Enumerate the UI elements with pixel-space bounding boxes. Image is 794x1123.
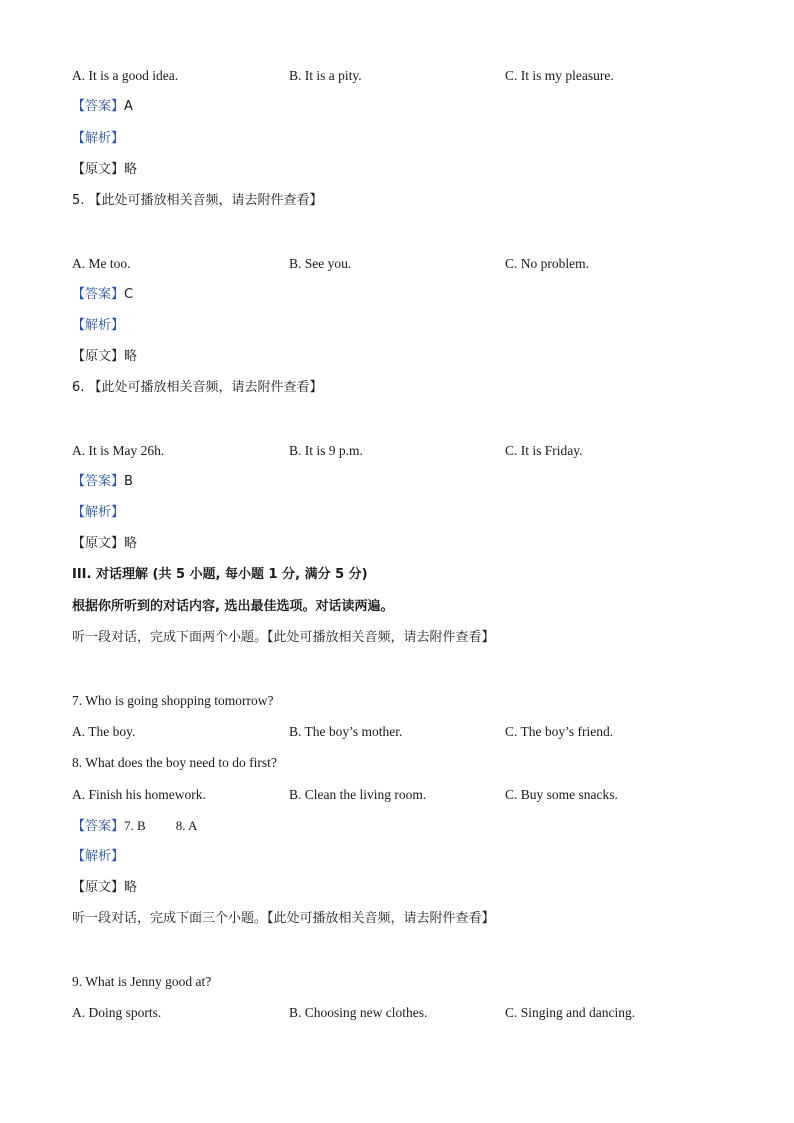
- q5-answer-line: [72, 286, 133, 304]
- dialog2-intro: 听一段对话，完成下面三个小题。【此处可播放相关音频，请去附件查看】: [72, 911, 495, 926]
- q8-option-b: B. Clean the living room.: [289, 787, 427, 802]
- dialog1-original: 略: [124, 880, 138, 895]
- answer-q8: 8. A: [175, 818, 198, 833]
- q6-answer: B: [124, 474, 133, 489]
- q5-original-line: [72, 348, 137, 366]
- dialog1-original-line: [72, 879, 137, 897]
- dialog1-answer-line: [72, 817, 197, 836]
- q9-option-a: A. Doing sports.: [72, 1005, 162, 1020]
- q8-question: 8. What does the boy need to do first?: [72, 755, 277, 770]
- q4-original: 略: [124, 162, 138, 177]
- q6-answer-line: [72, 473, 133, 491]
- q7-option-b: B. The boy’s mother.: [289, 724, 403, 739]
- q6-original: 略: [124, 536, 138, 551]
- q6-original-line: [72, 535, 137, 553]
- analysis-tag: 【解析】: [72, 849, 125, 864]
- q4-option-b: B. It is a pity.: [289, 68, 362, 83]
- dialog1-analysis-line: [72, 848, 124, 866]
- q4-option-c: C. It is my pleasure.: [505, 68, 614, 83]
- original-tag: 【原文】: [72, 349, 125, 364]
- q6-prompt: 6. 【此处可播放相关音频，请去附件查看】: [72, 380, 323, 395]
- q6-option-a: A. It is May 26h.: [72, 443, 165, 458]
- q4-original-line: [72, 161, 137, 179]
- q9-question: 9. What is Jenny good at?: [72, 974, 212, 989]
- q8-option-a: A. Finish his homework.: [72, 787, 206, 802]
- original-tag: 【原文】: [72, 880, 125, 895]
- q7-option-a: A. The boy.: [72, 724, 136, 739]
- q5-prompt: 5. 【此处可播放相关音频，请去附件查看】: [72, 193, 323, 208]
- q5-analysis-line: [72, 317, 124, 335]
- answer-tag: 【答案】: [72, 287, 125, 302]
- q4-answer: A: [124, 99, 133, 114]
- original-tag: 【原文】: [72, 536, 125, 551]
- section-instruction: 根据你所听到的对话内容, 选出最佳选项。对话读两遍。: [72, 599, 394, 614]
- analysis-tag: 【解析】: [72, 505, 125, 520]
- q7-option-c: C. The boy’s friend.: [505, 724, 614, 739]
- answer-tag: 【答案】: [72, 819, 125, 834]
- dialog1-intro: 听一段对话，完成下面两个小题。【此处可播放相关音频，请去附件查看】: [72, 630, 495, 645]
- q8-option-c: C. Buy some snacks.: [505, 787, 618, 802]
- q9-option-b: B. Choosing new clothes.: [289, 1005, 428, 1020]
- analysis-tag: 【解析】: [72, 318, 125, 333]
- q4-option-a: A. It is a good idea.: [72, 68, 179, 83]
- answer-tag: 【答案】: [72, 474, 125, 489]
- original-tag: 【原文】: [72, 162, 125, 177]
- q6-analysis-line: [72, 504, 124, 522]
- q7-question: 7. Who is going shopping tomorrow?: [72, 693, 274, 708]
- q5-answer: C: [124, 287, 134, 302]
- q5-option-c: C. No problem.: [505, 256, 589, 271]
- answer-q7: 7. B: [124, 818, 146, 833]
- answer-tag: 【答案】: [72, 99, 125, 114]
- q5-original: 略: [124, 349, 138, 364]
- q5-option-a: A. Me too.: [72, 256, 131, 271]
- q9-option-c: C. Singing and dancing.: [505, 1005, 636, 1020]
- q4-analysis-line: [72, 130, 124, 148]
- q6-option-b: B. It is 9 p.m.: [289, 443, 363, 458]
- q5-option-b: B. See you.: [289, 256, 352, 271]
- section-heading: III. 对话理解 (共 5 小题, 每小题 1 分, 满分 5 分): [72, 567, 368, 582]
- analysis-tag: 【解析】: [72, 131, 125, 146]
- q4-answer-line: [72, 98, 133, 116]
- q6-option-c: C. It is Friday.: [505, 443, 583, 458]
